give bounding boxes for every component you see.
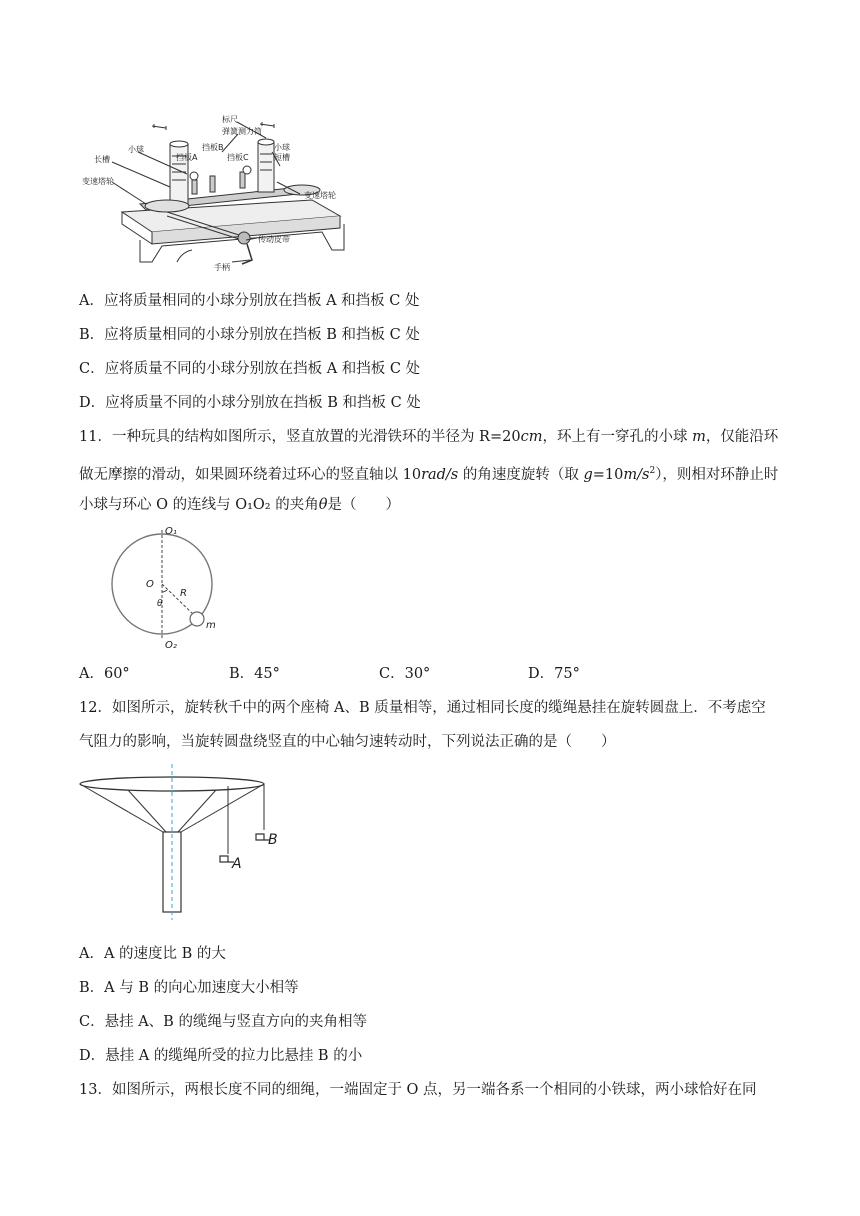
q10-option-a: A．应将质量相同的小球分别放在挡板 A 和挡板 C 处 [79,293,420,309]
label-handle: 手柄 [214,263,230,272]
label-seat-b: B [268,832,278,848]
q12-option-a: A．A 的速度比 B 的大 [79,946,226,962]
label-o: O [146,579,154,590]
label-o1: O₁ [165,526,177,537]
q10-option-d: D．应将质量不同的小球分别放在挡板 B 和挡板 C 处 [79,395,421,411]
label-pulley-right: 变速塔轮 [304,191,336,200]
label-long-groove: 长槽 [94,155,110,164]
label-ball-right: 小球 [274,143,290,152]
label-seat-a: A [232,856,242,872]
label-belt: 传动皮带 [258,235,290,244]
label-baffle-b: 挡板B [202,143,224,152]
q12-option-b: B．A 与 B 的向心加速度大小相等 [79,980,299,996]
q13-line-1: 13．如图所示，两根长度不同的细绳，一端固定于 O 点，另一端各系一个相同的小铁球，两小球恰好在同 [79,1082,757,1098]
q11-option-c: C．30° [379,666,431,682]
label-m: m [206,620,216,631]
q10-option-c: C．应将质量不同的小球分别放在挡板 A 和挡板 C 处 [79,361,421,377]
centripetal-apparatus-figure [82,112,362,282]
q11-line-1: 11．一种玩具的结构如图所示，竖直放置的光滑铁环的半径为 R=20cm，环上有一穿孔的小球 m，仅能沿环 [79,429,779,445]
label-pulley-left: 变速塔轮 [82,177,114,186]
q12-line-1: 12．如图所示，旋转秋千中的两个座椅 A、B 质量相等，通过相同长度的缆绳悬挂在旋转圆盘上．不考虑空 [79,700,766,716]
q11-line-2: 做无摩擦的滑动，如果圆环绕着过环心的竖直轴以 10rad/s 的角速度旋转（取 $g=10m/s^2$），则相对环静止时 [79,466,779,483]
label-r: R [180,588,187,599]
label-spring: 弹簧测力筒 [222,127,262,136]
q11-option-a: A．60° [79,666,130,682]
q10-option-b: B．应将质量相同的小球分别放在挡板 B 和挡板 C 处 [79,327,420,343]
q11-line-3: 小球与环心 O 的连线与 O₁O₂ 的夹角θ是（ ） [79,497,400,513]
label-baffle-a: 挡板A [176,153,198,162]
label-baffle-c: 挡板C [227,153,249,162]
label-ruler: 标尺 [222,115,238,124]
swing-figure [76,764,296,920]
label-theta: θ [157,599,163,609]
label-ball-left: 小球 [128,145,144,154]
label-o2: O₂ [165,640,177,651]
ring-figure [105,524,225,652]
q11-options [79,664,779,684]
q11-option-d: D．75° [528,666,580,682]
q12-option-d: D．悬挂 A 的缆绳所受的拉力比悬挂 B 的小 [79,1048,363,1064]
q12-line-2: 气阻力的影响，当旋转圆盘绕竖直的中心轴匀速转动时，下列说法正确的是（ ） [79,734,616,750]
label-short-groove: 短槽 [274,153,290,162]
q11-option-b: B．45° [229,666,280,682]
q12-option-c: C．悬挂 A、B 的缆绳与竖直方向的夹角相等 [79,1014,367,1030]
